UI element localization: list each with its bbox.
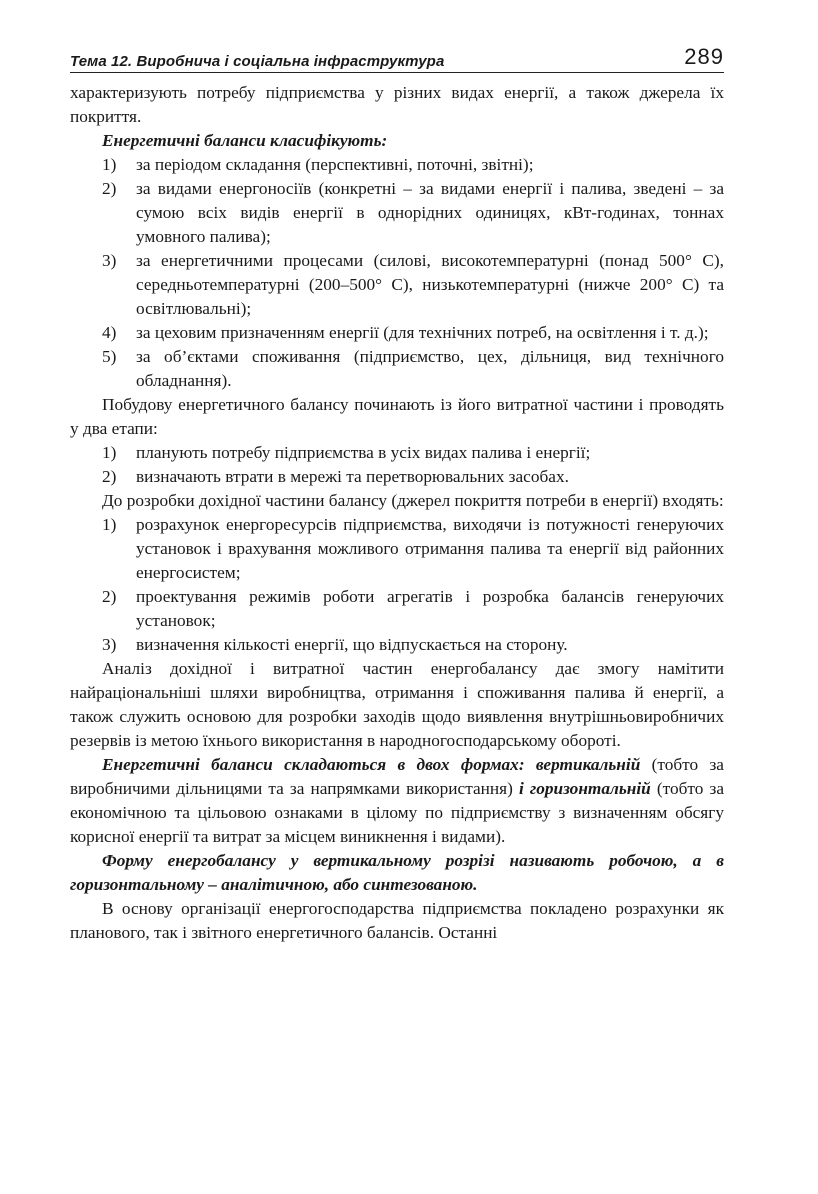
forms-horizontal: і горизонтальній: [518, 779, 651, 798]
list-item-number: 2): [102, 587, 117, 606]
forms-mid: (тобто за виробничими дільницями та за напрямками використання): [70, 755, 724, 798]
list-item: [70, 153, 724, 177]
list-item: [70, 513, 724, 585]
list-item: [70, 249, 724, 321]
classification-list: [70, 153, 724, 393]
list-item: [70, 633, 724, 657]
classification-heading: Енергетичні баланси класифікують:: [102, 131, 388, 150]
list-item-text: за видами енергоносіїв (конкретні – за видами енергії і палива, зведені – за сумою всіх видів енергії в однорідних одиницях, кВт-годинах, тоннах умовного палива);: [136, 179, 724, 246]
list-item-text: розрахунок енергоресурсів підприємства, виходячи із потужності генеруючих установок і врахування можливого отримання палива та енергії від районних енергосистем;: [136, 515, 724, 582]
list-item-text: проектування режимів роботи агрегатів і розробка балансів генеруючих установок;: [136, 587, 724, 630]
list-item-text: за цеховим призначенням енергії (для технічних потреб, на освітлення і т. д.);: [136, 323, 709, 342]
list-item-text: за енергетичними процесами (силові, високотемпературні (понад 500° С), середньотемпературні (200–500° С), низькотемпературні (нижче 200° С) та освітлювальні);: [136, 251, 724, 318]
book-page: [70, 40, 724, 945]
list-item: [70, 465, 724, 489]
list-item-number: 2): [102, 467, 117, 486]
body-text: [70, 81, 724, 945]
list-item-text: визначення кількості енергії, що відпускається на сторону.: [136, 635, 568, 654]
list-item-number: 3): [102, 635, 117, 654]
list-item: [70, 585, 724, 633]
income-list: [70, 513, 724, 657]
list-item-number: 2): [102, 179, 117, 198]
list-item-text: за об’єктами споживання (підприємство, цех, дільниця, вид технічного обладнання).: [136, 347, 724, 390]
final-paragraph: В основу організації енергогосподарства підприємства покладено розрахунки як планового, так і звітного енергетичного балансів. Останні: [70, 899, 724, 942]
list-item-text: визначають втрати в мережі та перетворювальних засобах.: [136, 467, 569, 486]
list-item-text: за періодом складання (перспективні, поточні, звітні);: [136, 155, 534, 174]
list-item-number: 5): [102, 347, 117, 366]
income-paragraph: До розробки дохідної частини балансу (джерел покриття потреби в енергії) входять:: [102, 491, 724, 510]
list-item-number: 4): [102, 323, 117, 342]
analysis-paragraph: Аналіз дохідної і витратної частин енергобалансу дає змогу намітити найраціональніші шляхи виробництва, отримання і споживання палива й енергії, а також служить основою для розробки заходів щодо виявлення внутрішньовиробничих резервів із метою їхнього використання в народногосподарському обороті.: [70, 659, 724, 750]
list-item-number: 1): [102, 515, 117, 534]
forms-lead: Енергетичні баланси складаються в двох формах: вертикальній: [102, 755, 641, 774]
construction-paragraph: Побудову енергетичного балансу починають із його витратної частини і проводять у два етапи:: [70, 395, 724, 438]
list-item-number: 3): [102, 251, 117, 270]
page-number: 289: [684, 44, 724, 69]
list-item-number: 1): [102, 155, 117, 174]
intro-paragraph: характеризують потребу підприємства у різних видах енергії, а також джерела їх покриття.: [70, 83, 724, 126]
forms-paragraph: [70, 753, 724, 849]
list-item-number: 1): [102, 443, 117, 462]
chapter-title: Тема 12. Виробнича і соціальна інфраструктура: [70, 53, 445, 70]
form-names-paragraph: Форму енергобалансу у вертикальному розрізі називають робочою, а в горизонтальному – аналітичною, або синтезованою.: [70, 851, 724, 894]
construction-steps-list: [70, 441, 724, 489]
list-item: [70, 345, 724, 393]
running-header: [70, 40, 724, 73]
list-item-text: планують потребу підприємства в усіх видах палива і енергії;: [136, 443, 591, 462]
list-item: [70, 441, 724, 465]
list-item: [70, 177, 724, 249]
list-item: [70, 321, 724, 345]
forms-tail: (тобто за економічною та цільовою ознаками в цілому по підприємству з визначенням обсягу корисної енергії та витрат за місцем виникнення і видами).: [70, 779, 725, 846]
